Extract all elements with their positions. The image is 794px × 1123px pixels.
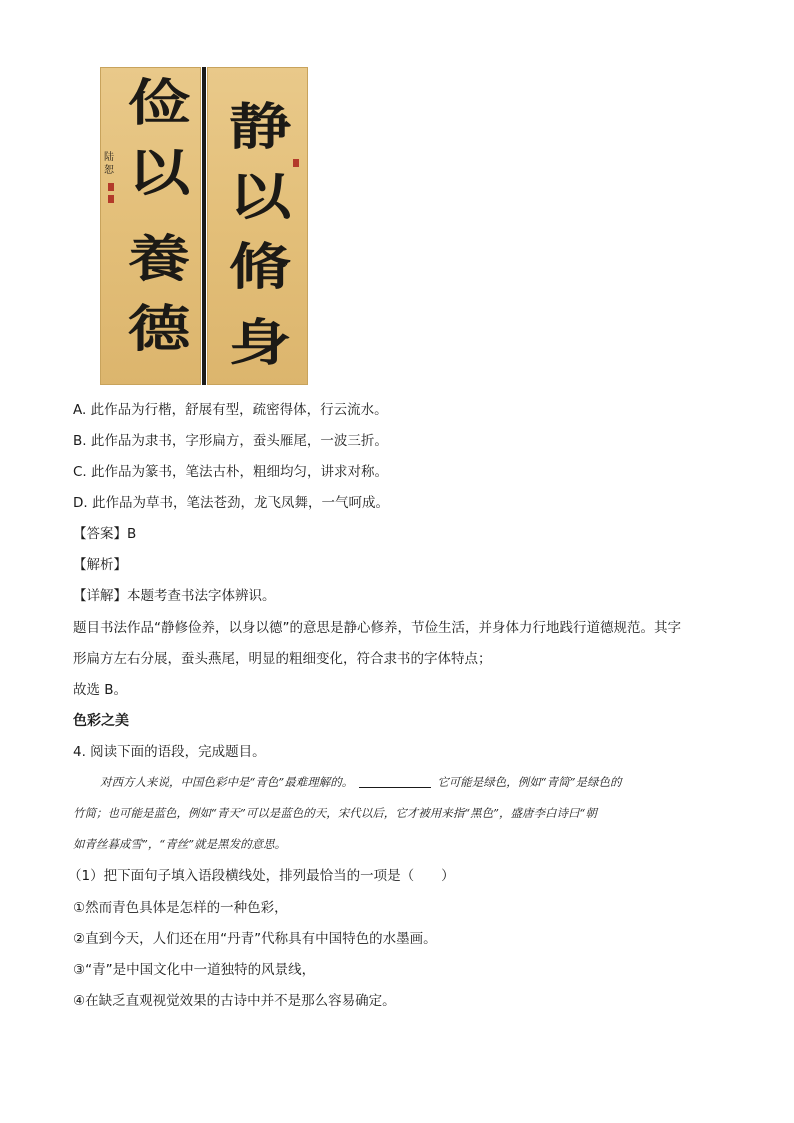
passage-text: 对西方人来说，中国色彩中是“青色”最难理解的。 — [100, 775, 354, 789]
passage-line — [100, 768, 750, 797]
sentence-item: ②直到今天，人们还在用“丹青”代称具有中国特色的水墨画。 — [73, 931, 437, 947]
couplet-char: 俭 — [127, 73, 191, 132]
couplet-char: 德 — [127, 299, 191, 358]
sentence-item: ③“青”是中国文化中一道独特的风景线， — [73, 962, 316, 978]
right-scroll — [207, 67, 308, 385]
sentence-item: ①然而青色具体是怎样的一种色彩， — [73, 900, 288, 916]
explanation-line: 题目书法作品“静修俭养，以身以德”的意思是静心修养，节俭生活，并身体力行地践行道德规范。其字 — [73, 620, 681, 636]
passage-line: 如青丝暮成雪”，“青丝”就是黑发的意思。 — [73, 837, 287, 851]
red-seal-icon — [293, 159, 299, 167]
option-b: B. 此作品为隶书，字形扁方，蚕头雁尾，一波三折。 — [73, 433, 388, 449]
couplet-char: 養 — [127, 229, 191, 288]
detail-label: 【详解】 — [73, 588, 127, 604]
couplet-char: 脩 — [228, 237, 292, 296]
sub-question: （1）把下面句子填入语段横线处，排列最恰当的一项是（ ） — [68, 868, 455, 884]
couplet-char: 以 — [228, 167, 292, 226]
passage-text: 它可能是绿色，例如“青简”是绿色的 — [437, 775, 622, 789]
detail-text: 本题考查书法字体辨识。 — [127, 588, 276, 604]
left-scroll — [100, 67, 201, 385]
red-seal-icon — [108, 183, 114, 191]
option-c: C. 此作品为篆书，笔法古朴，粗细均匀，讲求对称。 — [73, 464, 389, 480]
answer-label: 【答案】 — [73, 526, 127, 542]
calligraphy-couplet-image — [100, 67, 310, 385]
artist-signature: 陆 恕 — [104, 152, 114, 176]
passage-line: 竹简；也可能是蓝色，例如“青天”可以是蓝色的天，宋代以后，它才被用来指“黑色”，盛唐李白诗曰“朝 — [73, 806, 597, 820]
explanation-line: 形扁方左右分展，蚕头燕尾，明显的粗细变化，符合隶书的字体特点； — [73, 651, 492, 667]
section-title: 色彩之美 — [73, 713, 129, 729]
question-4: 4. 阅读下面的语段，完成题目。 — [73, 744, 266, 760]
couplet-char: 身 — [228, 313, 292, 372]
scroll-divider — [202, 67, 206, 385]
fill-blank — [359, 773, 431, 788]
answer-line — [73, 524, 136, 544]
analysis-label: 【解析】 — [73, 557, 127, 573]
detail-line — [73, 586, 276, 606]
couplet-char: 静 — [228, 97, 292, 156]
explanation-line: 故选 B。 — [73, 682, 128, 698]
couplet-char: 以 — [127, 143, 191, 202]
sentence-item: ④在缺乏直观视觉效果的古诗中并不是那么容易确定。 — [73, 993, 396, 1009]
option-d: D. 此作品为草书，笔法苍劲，龙飞凤舞，一气呵成。 — [73, 495, 389, 511]
option-a: A. 此作品为行楷，舒展有型，疏密得体，行云流水。 — [73, 402, 388, 418]
red-seal-icon — [108, 195, 114, 203]
answer-value: B — [127, 526, 137, 542]
